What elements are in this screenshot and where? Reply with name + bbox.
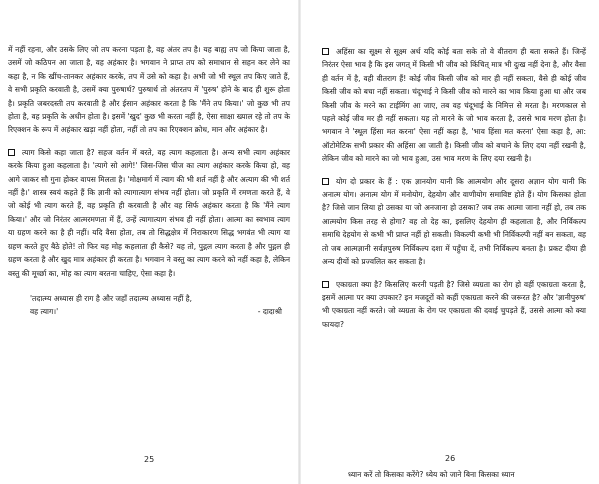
right-paragraph-3-text: एकाग्रता क्या है? किसलिए करनी पड़ती है? जिसे व्यग्रता का रोग हो वहीं एकाग्रता करता है, इसमें आत्मा पर क्या उपकार? इन मजदूरों को कहीं एकाग्रता करने की जरूरत है? और 'ज्ञानीपुरुष' भी एकाग्रता नहीं करते। जो व्यग्रता के रोग पर एकाग्रता की दवाई चुपड़ते हैं, उससे आत्मा को क्या फायदा? (322, 279, 586, 329)
checkbox-bullet-icon (322, 178, 329, 185)
right-paragraph-1 (322, 45, 586, 166)
trailing-line: ध्यान करें तो किसका करेंगे? ध्येय को जाने बिना किसका ध्यान (348, 470, 515, 479)
quote-line-1: 'तदात्म्य अध्यास ही राग है और जहाँ तदात्म्य अध्यास नहीं है, (30, 293, 193, 303)
right-paragraph-2 (322, 175, 586, 269)
checkbox-bullet-icon (8, 149, 15, 156)
right-paragraph-2-text: योग दो प्रकार के हैं : एक ज्ञानयोग यानी कि आत्मयोग और दूसरा अज्ञान योग यानी कि अनात्म योग। अनात्म योग में मनोयोग, देहयोग और वाणीयोग समाविष्ट होते हैं। योग किसका होता है? जिसे जान लिया हो उसका या जो अनजाना हो उसका? जब तक आत्मा जाना नहीं हो, तब तक आत्मयोग किस तरह से होगा? वह तो देह का, इसलिए देहयोग ही कहलाता है, और निर्विकल्प समाधि देहयोग से कभी भी प्राप्त नहीं हो सकती। विकल्पी कभी भी निर्विकल्पी नहीं बन सकता, वह तो जब आत्मज्ञानी सर्वज्ञपुरुष निर्विकल्प दशा में पहुँचा दें, तभी निर्विकल्प बनता है। प्रकट दीया ही अन्य दीयों को प्रज्वलित कर सकता है। (322, 176, 586, 267)
right-page (300, 0, 599, 484)
right-paragraph-3 (322, 278, 586, 332)
right-page-text (322, 0, 586, 331)
left-page-text (8, 0, 290, 318)
left-paragraph-1: में नहीं रहना, और उसके लिए जो तप करना पड़ता है, वह अंतर तप है। यह बाह्य तप जो किया जाता है, उसमें जो कठिपन आ जाता है, वह अहंकार है। भगवान ने प्राप्त तप को समाधान से सहन कर लेने का कहा है, न कि खींच-तानकर अहंकार करके, तप में उसे को कहा है। अभी जो भी स्थूल तप किए जाते हैं, वे सभी प्रकृति करवाती है, उसमें क्या पुरुषार्थ? पुरुषार्थ तो अंतरतप में 'पुरुष' होने के बाद ही शुरू होता है। प्रकृति जबरदस्ती तप करवाती है और ईसान अहंकार करता है कि 'मैंने तप किया।' जो कुछ भी तप होता है, वह प्रकृति के अधीन होता है। इसमें 'खुद' कुछ भी करता नहीं है, ऐसा साक्षा ख्याल रहे तो तप के रिएक्शन के रूप में अहंकार खड़ा नहीं होता, नहीं तो तप का रिएक्शन क्रोध, मान और अहंकार है। (8, 45, 290, 135)
quote-block (8, 292, 290, 318)
page-number-left: 25 (144, 455, 155, 464)
checkbox-bullet-icon (322, 281, 329, 288)
quote-line-2: वह त्याग।' (30, 306, 59, 316)
left-paragraph-2 (8, 146, 290, 280)
left-paragraph-2-text: त्याग किसे कहा जाता है? सहज वर्तन में बरते, वह त्याग कहलाता है। अन्य सभी त्याग अहंकार करके किया हुआ कहलाता है। 'त्यागे सो आगे!' जिस-जिस चीज का त्याग अहंकार करके किया हो, वह आगे जाकर सौ गुना होकर वापस मिलता है। 'मोक्षमार्ग में त्याग की भी शर्त नहीं है और अत्याग की भी शर्त नहीं है।' शास्त्र स्वयं कहते हैं कि ज्ञानी को त्यागात्याग संभव नहीं होता। जो प्रकृति में रमणता करते हैं, वे जो कोई भी त्याग करते हैं, वह प्रकृति ही करवाती है और वह सिर्फ अहंकार करता है कि 'मैंने त्याग किया।' और जो निरंतर आत्मरमणता में हैं, उन्हें त्यागात्याग संभव ही नहीं होता। आत्मा का स्वभाव त्याग या ग्रहण करने का है ही नहीं। यदि वैसा होता, तब तो सिद्धक्षेत्र में निराकारण सिद्ध भगवंत भी त्याग या ग्रहण करते हुए बैठे होते! तो फिर यह मोह कहलाता ही कैसे? यह तो, पुद्गल त्याग करता है और पुद्गल ही ग्रहण करता है और खुद मात्र अहंकार ही करता है। भगवान ने वस्तु का त्याग करने को नहीं कहा है, लेकिन वस्तु की मूर्च्छा का, मोह का त्याग बरतना चाहिए, ऐसा कहा है। (8, 147, 290, 278)
right-paragraph-1-text: अहिंसा का सूक्ष्म से सूक्ष्म अर्थ यदि कोई बता सके तो वे वीतराग ही बता सकते हैं। जिन्हें निरंतर ऐसा भाव है कि इस जगत् में किसी भी जीव को किंचित् मात्र भी दुःख नहीं देना है, और वैसा ही वर्तन में है, वही वीतराग हैं! कोई जीव किसी जीव को मार ही नहीं सकता, वैसे ही कोई जीव किसी जीव को बचा नहीं सकता। चंदूभाई ने किसी जीव को मारने का भाव किया हुआ था और जब किसी जीव के मरने का टाईमिंग आ जाए, तब वह चंदूभाई के निमित्त से मरता है। मरणकाल से पहले कोई जीव मर ही नहीं सकता। यह तो मारने के जो भाव करता है, उससे भाव मरण होता है। भगवान ने 'स्थूल हिंसा मत करना' ऐसा नहीं कहा है, 'भाव हिंसा मत करना' ऐसा कहा है, आ: ऑटोमेटिक सभी प्रकार की अहिंसा आ जाती है। किसी जीव को बचाने के लिए दया नहीं रखनी है, लेकिन जीव को मारने का जो भाव हुआ, उस भाव मरण के लिए दया रखनी है। (322, 47, 586, 164)
page-number-right: 26 (445, 454, 456, 463)
quote-author: - दादाश्री (257, 306, 282, 316)
checkbox-bullet-icon (322, 48, 329, 55)
